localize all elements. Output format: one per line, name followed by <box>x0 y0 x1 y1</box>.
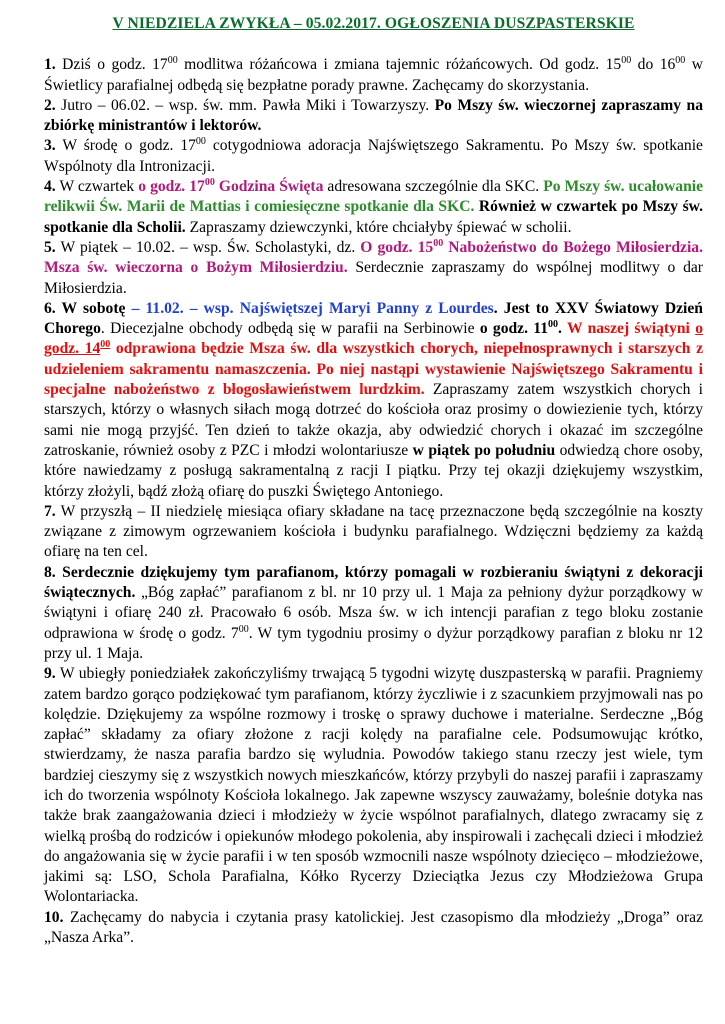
item-text: do 16 <box>631 56 676 74</box>
time-superscript: 00 <box>675 55 686 67</box>
item-emphasis: Po Mszy św. wieczornej zapraszamy na zbiórkę ministrantów i lektorów. <box>44 96 704 135</box>
announcement-1 <box>44 55 703 96</box>
item-number: 6. W sobotę <box>44 299 126 317</box>
item-text: w Świetlicy parafialnej odbędą się bezpłatne porady prawne. Zachęcamy do skorzystania. <box>44 56 704 94</box>
item-emphasis: o godz. 11 <box>479 320 549 338</box>
highlight-blue: – 11.02. – wsp. Najświętszej Maryi Panny z Lourdes <box>125 299 494 317</box>
item-number: 3. <box>44 137 56 155</box>
item-text: „Bóg zapłać” parafianom z bl. nr 10 przy ul. 1 Maja za pełniony dyżur porządkowy w świątyni i ofiarę 240 zł. Pracowało 6 osób. Msza św. w ich intencji parafian z tego bloku zostanie odprawiona w środę o godz. 7 <box>44 584 703 642</box>
item-text: cotygodniowa adoracja Najświętszego Sakramentu. Po Mszy św. spotkanie Wspólnoty dla Intronizacji. <box>44 137 703 175</box>
time-superscript: 00 <box>621 55 632 67</box>
item-number: 10. <box>44 908 64 926</box>
highlight-red: odprawiona będzie Msza św. dla wszystkich chorych, niepełnosprawnych i starszych z udzieleniem sakramentu namaszczenia. Po niej nastąpi wystawienie Najświętszego Sakramentu i specjalne nabożeństwo z błogosławieństwem lurdzkim. <box>44 340 704 399</box>
time-superscript: 00 <box>100 339 111 351</box>
highlight-magenta: Godzina Święta <box>214 178 324 196</box>
highlight-red-underlined: o godz. 14 <box>44 320 703 358</box>
item-number: 2. <box>44 96 56 114</box>
item-emphasis: Również w czwartek po Mszy św. spotkanie dla Scholii. <box>44 198 703 236</box>
time-superscript: 00 <box>238 623 249 635</box>
item-text: Zachęcamy do nabycia i czytania prasy katolickiej. Jest czasopismo dla młodzieży „Droga” oraz „Nasza Arka”. <box>44 908 703 947</box>
item-text: . Diecezjalne obchody odbędą się w parafii na Serbinowie <box>100 320 480 338</box>
item-text: Dziś o godz. 17 <box>55 56 168 74</box>
highlight-green: Po Mszy św. ucałowanie relikwii Św. Marii de Mattias i comiesięczne spotkanie dla SKC. <box>44 178 704 216</box>
item-emphasis: . <box>558 320 567 338</box>
highlight-red: W naszej świątyni <box>566 320 696 338</box>
item-number: 1. <box>44 56 56 74</box>
time-superscript: 00 <box>548 319 559 331</box>
time-superscript: 00 <box>433 237 444 249</box>
item-text: . W tym tygodniu prosimy o dyżur porządkowy parafian z bloku nr 12 przy ul. 1 Maja. <box>44 624 703 662</box>
item-text: modlitwa różańcowa i zmiana tajemnic różańcowych. Od godz. 15 <box>177 56 622 74</box>
item-number: 4. <box>44 178 56 196</box>
announcement-2 <box>44 96 703 137</box>
time-superscript: 00 <box>204 177 215 189</box>
announcement-4 <box>44 177 703 238</box>
item-text: Serdecznie zapraszamy do wspólnej modlitwy o dar Miłosierdzia. <box>44 259 703 297</box>
announcement-10 <box>44 908 703 949</box>
announcement-6 <box>44 299 703 502</box>
item-emphasis: . Jest to XXV Światowy Dzień Chorego <box>44 299 703 338</box>
item-text: W przyszłą – II niedzielę miesiąca ofiary składane na tacę przeznaczone będą szczególnie na koszty związane z zimowym ogrzewaniem kościoła i budynku parafialnego. Wdzięczni będziemy za każdą ofiarę na ten cel. <box>44 502 703 561</box>
announcement-9 <box>44 664 703 908</box>
time-superscript: 00 <box>167 55 178 67</box>
item-text: W piątek – 10.02. – wsp. Św. Scholastyki, dz. <box>55 238 361 256</box>
item-number: 9. <box>44 665 56 683</box>
item-text: odwiedzą chore osoby, które nawiedzamy z posługą sakramentalną z racji I piątku. Przy tej okazji dziękujemy wszystkim, którzy złożyli, bądź złożą ofiarę do puszki Świętego Antoniego. <box>44 441 703 500</box>
item-text: W środę o godz. 17 <box>55 137 196 155</box>
page-title: V NIEDZIELA ZWYKŁA – 05.02.2017. OGŁOSZENIA DUSZPASTERSKIE <box>112 15 635 32</box>
time-superscript: 00 <box>195 136 206 148</box>
item-text: W czwartek <box>55 178 139 196</box>
highlight-magenta: o godz. 17 <box>138 178 205 196</box>
highlight-magenta: Nabożeństwo do Bożego Miłosierdzia. Msza św. wieczorna o Bożym Miłosierdziu. <box>44 238 703 277</box>
item-number: 5. <box>44 238 56 256</box>
item-number: 7. <box>44 502 56 520</box>
item-text: Zapraszamy dziewczynki, które chciałyby śpiewać w scholii. <box>185 218 572 236</box>
item-text: Zapraszamy zatem wszystkich chorych i starszych, którzy o własnych siłach mogą dotrzeć do kościoła oraz prosimy o dowiezienie tych, którzy sami nie mogą przyjść. Ten dzień to także okazja, aby odwiedzić chorych i okazać im szczególne zatroskanie, również osoby z PZC i młodzi wolontariusze <box>44 381 703 459</box>
item-emphasis: w piątek po południu <box>412 441 556 459</box>
announcement-7 <box>44 502 703 563</box>
item-text: Jutro – 06.02. – wsp. św. mm. Pawła Miki i Towarzyszy. <box>55 96 435 114</box>
item-text: W ubiegły poniedziałek zakończyliśmy trwającą 5 tygodni wizytę duszpasterską w parafii. Pragniemy zatem bardzo gorąco podziękować tym parafianom, którzy życzliwie i z szacunkiem przyjmowali nas po kolędzie. Dziękujemy za wspólne rozmowy i troskę o sprawy duchowe i materialne. Serdeczne „Bóg zapłać” składamy za ofiary złożone z racji kolędy na parafialne cele. Podsumowując krótko, stwierdzamy, że nasza parafia bardzo się wyludnia. Powodów takiego stanu rzeczy jest wiele, tym bardziej cieszymy się z wszystkich nowych mieszkańców, którzy przybyli do naszej parafii i zapraszamy ich do tworzenia wspólnoty Kościoła lokalnego. Jak zapewne wszyscy zauważamy, boleśnie dotyka nas także brak zaangażowania dzieci i młodzieży w życie wspólnot parafialnych, dlatego zwracamy się z wielką prośbą do rodziców i opiekunów młodego pokolenia, aby inspirowali i zachęcali dzieci i młodzież do angażowania się w życie parafii i w ten sposób wzmocnili nasze wspólnoty dziecięco – młodzieżowe, jakimi są: LSO, Schola Parafialna, Kółko Rycerzy Dzieciątka Jezus czy Młodzieżowa Grupa Wolontariacka. <box>44 665 703 906</box>
item-number: 8. Serdecznie dziękujemy tym parafianom, którzy pomagali w rozbieraniu świątyni z dekoracji świątecznych. <box>44 563 703 602</box>
item-text: adresowana szczególnie dla SKC. <box>323 178 544 196</box>
announcement-8 <box>44 563 703 664</box>
announcement-5 <box>44 238 703 299</box>
announcement-3 <box>44 136 703 177</box>
highlight-magenta: O godz. 15 <box>360 238 434 256</box>
